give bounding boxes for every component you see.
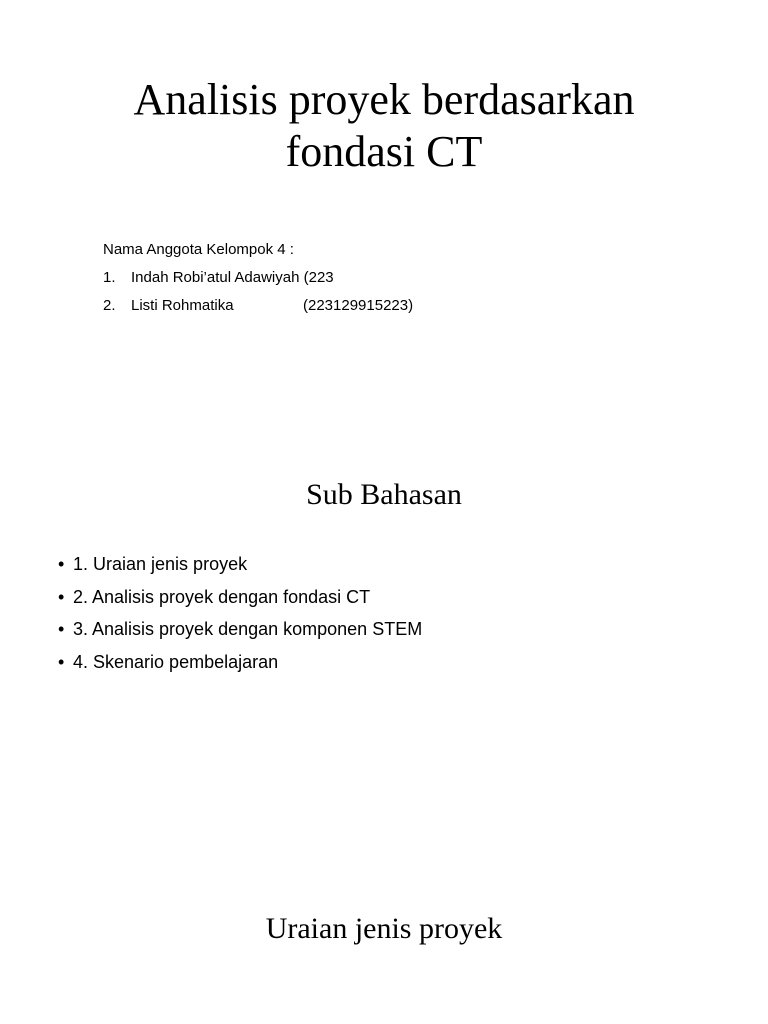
member-list-heading: Nama Anggota Kelompok 4 : <box>103 241 294 258</box>
list-item <box>58 581 422 614</box>
sub-bahasan-heading: Sub Bahasan <box>306 478 462 511</box>
list-item-text: 2. Analisis proyek dengan fondasi CT <box>73 586 371 607</box>
sub-bahasan-list <box>58 548 422 678</box>
member-row <box>103 264 413 292</box>
member-name: Indah Robi’atul Adawiyah (223 <box>131 269 334 286</box>
uraian-heading: Uraian jenis proyek <box>265 912 503 945</box>
list-item <box>58 548 422 581</box>
bullet-icon: • <box>58 651 65 672</box>
list-item-text: 1. Uraian jenis proyek <box>73 554 248 574</box>
slide-title-line-2: fondasi CT <box>285 127 483 176</box>
member-row <box>103 292 413 320</box>
bullet-icon: • <box>58 554 65 574</box>
member-number: 2. <box>103 297 116 314</box>
member-name: Listi Rohmatika <box>131 297 234 314</box>
bullet-icon: • <box>58 586 65 607</box>
list-item <box>58 613 422 646</box>
member-id: (223129915223) <box>303 297 414 314</box>
member-number: 1. <box>103 269 116 286</box>
slide-title-line-1: Analisis proyek berdasarkan <box>133 75 635 124</box>
list-item-text: 3. Analisis proyek dengan komponen STEM <box>73 619 423 639</box>
slide-title <box>0 74 768 178</box>
list-item-text: 4. Skenario pembelajaran <box>73 651 279 672</box>
member-list <box>103 236 413 320</box>
list-item <box>58 646 422 679</box>
bullet-icon: • <box>58 619 65 639</box>
